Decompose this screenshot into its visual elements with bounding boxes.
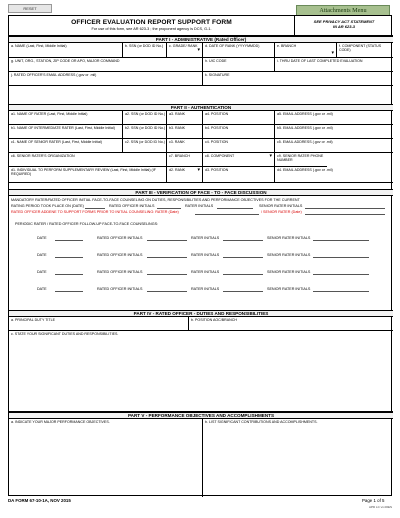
field-component[interactable] [337,43,393,58]
field-rated-ssn[interactable] [123,43,167,58]
field-label: b3. RANK [169,126,185,130]
field-intermediate-rater-name[interactable] [9,125,123,139]
field-rater-rank[interactable] [167,111,203,125]
form-id: DA FORM 67-10-1A, NOV 2015 [8,498,71,503]
form-title: OFFICER EVALUATION REPORT SUPPORT FORM [71,19,232,26]
counseling-date-label: DATE [37,287,47,291]
counseling-rated-initials-field[interactable] [147,287,187,292]
counseling-rater-initials-field[interactable] [223,236,263,241]
field-rated-grade[interactable] [167,43,203,58]
rater-date-field[interactable] [195,210,259,215]
counseling-date-field[interactable] [55,287,83,292]
privacy-line-1: SEE PRIVACY ACT STATEMENT [313,19,375,24]
field-label: c4. POSITION [205,140,228,144]
field-label: c5. EMAIL ADDRESS (.gov or .mil) [277,140,333,144]
field-label: a. NAME (Last, First, Middle Initial) [11,44,67,48]
counseling-rater-initials-label: RATER INITIALS [191,253,220,257]
counseling-rated-initials-label: RATED OFFICER INITIALS [97,287,143,291]
periodic-counseling-label: PERIODIC RATER / RATED OFFICER FOLLOW-UP FACE-TO-FACE COUNSELINGS: [15,222,159,226]
counseling-rater-initials-label: RATER INITIALS [191,236,220,240]
support-form [8,15,392,496]
field-label: b. SSN (or DOD ID No.) [125,44,164,48]
rating-period-date-field[interactable] [85,204,105,209]
field-label: b2. SSN (or DOD ID No.) [125,126,166,130]
privacy-notice [295,16,393,36]
field-rated-email[interactable] [9,72,203,86]
field-significant-duties[interactable] [9,331,393,412]
privacy-line-2: IN AR 623-3 [332,24,356,29]
field-label: g. UNIT, ORG., STATION, ZIP CODE OR APO, MAJOR COMMAND [11,59,120,63]
field-rater-position[interactable] [203,111,275,125]
senior-rater-date-field[interactable] [305,210,385,215]
counseling-senior-initials-field[interactable] [313,253,369,258]
field-label: e. BRANCH [277,44,297,48]
rated-initials-label: RATED OFFICER INITIALS [109,204,155,208]
counseling-rated-initials-field[interactable] [147,236,187,241]
senior-initials-field[interactable] [305,204,385,209]
counseling-senior-initials-field[interactable] [313,270,369,275]
field-branch[interactable] [275,43,337,58]
field-label: c8. COMPONENT [205,154,235,158]
field-label: a4. POSITION [205,112,229,116]
field-senior-rater-ssn[interactable] [123,139,167,153]
rated-initials-field[interactable] [157,204,181,209]
field-senior-rater-name[interactable] [9,139,123,153]
field-label: c. STATE YOUR SIGNIFICANT DUTIES AND RESPONSIBILITIES. [11,332,119,336]
senior-initials-label: SENIOR RATER INITIALS [259,204,303,208]
field-label: c6. SENIOR RATER'S ORGANIZATION [11,154,75,158]
field-label: f. COMPONENT (STATUS CODE) [339,44,382,52]
field-label: d. DATE OF RANK (YYYYMMDD) [205,44,260,48]
part2-header: PART II - AUTHENTICATION [9,104,393,111]
field-label: d2. RANK [169,168,185,172]
field-reviewer-position[interactable] [203,167,275,183]
counseling-senior-initials-label: SENIOR RATER INITIALS [267,287,311,291]
field-label: a. PRINCIPAL DUTY TITLE [11,318,56,322]
part4-header: PART IV - RATED OFFICER - DUTIES AND RESPONSIBILITIES [9,310,393,317]
part1-header: PART I - ADMINISTRATIVE (Rated Officer) [9,36,393,43]
field-senior-rater-component[interactable] [203,153,275,167]
counseling-date-field[interactable] [55,236,83,241]
field-label: c2. SSN (or DOD ID No.) [125,140,165,144]
form-subtitle: For use of this form, see AR 623-3 ; the proponent agency is DCS, G-1. [91,27,212,31]
field-senior-rater-branch[interactable] [167,153,203,167]
counseling-rated-initials-label: RATED OFFICER INITIALS [97,253,143,257]
field-unit-org[interactable] [9,58,203,72]
field-rated-name[interactable] [9,43,123,58]
reset-button[interactable]: RESET [8,4,52,13]
field-uic-code[interactable] [203,58,275,72]
senior-rater-date-label: / SENIOR RATER (Date) [261,210,302,214]
field-intermediate-rater-position[interactable] [203,125,275,139]
counseling-rater-initials-field[interactable] [223,253,263,258]
part5-header: PART V - PERFORMANCE OBJECTIVES AND ACCOMPLISHMENTS [9,412,393,419]
counseling-rater-initials-label: RATER INITIALS [191,270,220,274]
field-label: c7. BRANCH [169,154,190,158]
field-senior-rater-rank[interactable] [167,139,203,153]
field-senior-rater-org[interactable] [9,153,167,167]
field-label: h. UIC CODE [205,59,227,63]
field-label: a5. EMAIL ADDRESS (.gov or .mil) [277,112,333,116]
counseling-senior-initials-field[interactable] [313,236,369,241]
field-label: b. LIST SIGNIFICANT CONTRIBUTIONS AND ACCOMPLISHMENTS. [205,420,318,424]
counseling-date-label: DATE [37,270,47,274]
counseling-rater-initials-field[interactable] [223,270,263,275]
field-label: b. POSITION AOC/BRANCH [191,318,237,322]
part3-header: PART III - VERIFICATION OF FACE - TO - FACE DISCUSSION [9,189,393,196]
support-forms-notice: RATED OFFICER ADDENE TO SUPPORT FORMS PRIOR TO INITIAL COUNSELING: RATER (Date) [11,210,179,214]
field-contributions[interactable] [203,419,393,497]
counseling-senior-initials-label: SENIOR RATER INITIALS [267,270,311,274]
counseling-rater-initials-label: RATER INITIALS [191,287,220,291]
field-intermediate-rater-ssn[interactable] [123,125,167,139]
counseling-rater-initials-field[interactable] [223,287,263,292]
field-label: c1. NAME OF SENIOR RATER (Last, First, Middle Initial) [11,140,102,144]
form-version: APD LC v1.00ES [369,505,393,509]
counseling-date-field[interactable] [55,253,83,258]
counseling-rated-initials-field[interactable] [147,253,187,258]
field-label: c3. RANK [169,140,185,144]
field-performance-objectives[interactable] [9,419,203,497]
field-signature[interactable] [203,72,393,86]
field-label: a1. NAME OF RATER (Last, First, Middle Initial) [11,112,88,116]
field-senior-rater-phone[interactable] [275,153,327,167]
field-label: b4. POSITION [205,126,229,130]
field-label: d4. EMAIL ADDRESS (.gov or .mil) [277,168,333,172]
field-label: b1. NAME OF INTERMEDIATE RATER (Last, First, Middle Initial) [11,126,115,130]
field-label: i. THRU DATE OF LAST COMPLETED EVALUATION [277,59,363,63]
counseling-senior-initials-label: SENIOR RATER INITIALS [267,253,311,257]
field-reviewer-email[interactable] [275,167,393,183]
field-senior-rater-position[interactable] [203,139,275,153]
field-principal-duty-title[interactable] [9,317,189,331]
field-label: c. GRADE/ RANK [169,44,198,48]
field-thru-date[interactable] [275,58,393,72]
field-label: a3. RANK [169,112,185,116]
chevron-down-icon[interactable]: ▾ [269,153,272,159]
field-label: b5. EMAIL ADDRESS (.gov or .mil) [277,126,333,130]
field-intermediate-rater-email[interactable] [275,125,393,139]
field-supplementary-reviewer[interactable] [9,167,167,183]
field-intermediate-rater-rank[interactable] [167,125,203,139]
counseling-date-field[interactable] [55,270,83,275]
counseling-rated-initials-label: RATED OFFICER INITIALS [97,270,143,274]
chevron-down-icon[interactable]: ▾ [331,50,334,56]
field-label: a2. SSN (or DOD ID No.) [125,112,166,116]
page-number: Page 1 of 5 [362,498,385,503]
chevron-down-icon[interactable]: ▾ [197,47,200,53]
initial-counseling-text: MANDATORY RATER/RATED OFFICER INITIAL FACE-TO-FACE COUNSELING ON DUTIES, RESPONSIBILITIES AND PERFORMANCE OBJECTIVES FOR THE CURRENT [11,198,300,202]
counseling-rated-initials-field[interactable] [147,270,187,275]
form-header [9,16,295,36]
field-label: d3. POSITION [205,168,229,172]
field-rater-name[interactable] [9,111,123,125]
field-rater-ssn[interactable] [123,111,167,125]
counseling-rated-initials-label: RATED OFFICER INITIALS [97,236,143,240]
chevron-down-icon[interactable]: ▾ [197,167,200,173]
counseling-date-label: DATE [37,253,47,257]
field-senior-rater-email[interactable] [275,139,393,153]
rater-initials-label: RATER INITIALS [185,204,214,208]
field-reviewer-rank[interactable] [167,167,203,183]
attachments-menu-button[interactable]: Attachments Menu [296,5,390,16]
field-rater-email[interactable] [275,111,393,125]
field-position-aoc[interactable] [189,317,393,331]
field-label: a. INDICATE YOUR MAJOR PERFORMANCE OBJECTIVES. [11,420,110,424]
rating-period-label: RATING PERIOD TOOK PLACE ON (DATE) [11,204,84,208]
field-label: j. RATED OFFICER'S EMAIL ADDRESS (.gov or .mil) [11,73,97,77]
field-label: d1. INDIVIDUAL TO PERFORM SUPPLEMENTARY REVIEW (Last, First, Middle Initial) (IF REQUIRED) [11,168,156,176]
rater-initials-field[interactable] [217,204,253,209]
field-date-of-rank[interactable] [203,43,275,58]
field-label: k. SIGNATURE [205,73,230,77]
counseling-senior-initials-field[interactable] [313,287,369,292]
field-label: c9. SENIOR RATER PHONE NUMBER [277,154,324,162]
counseling-date-label: DATE [37,236,47,240]
counseling-senior-initials-label: SENIOR RATER INITIALS [267,236,311,240]
